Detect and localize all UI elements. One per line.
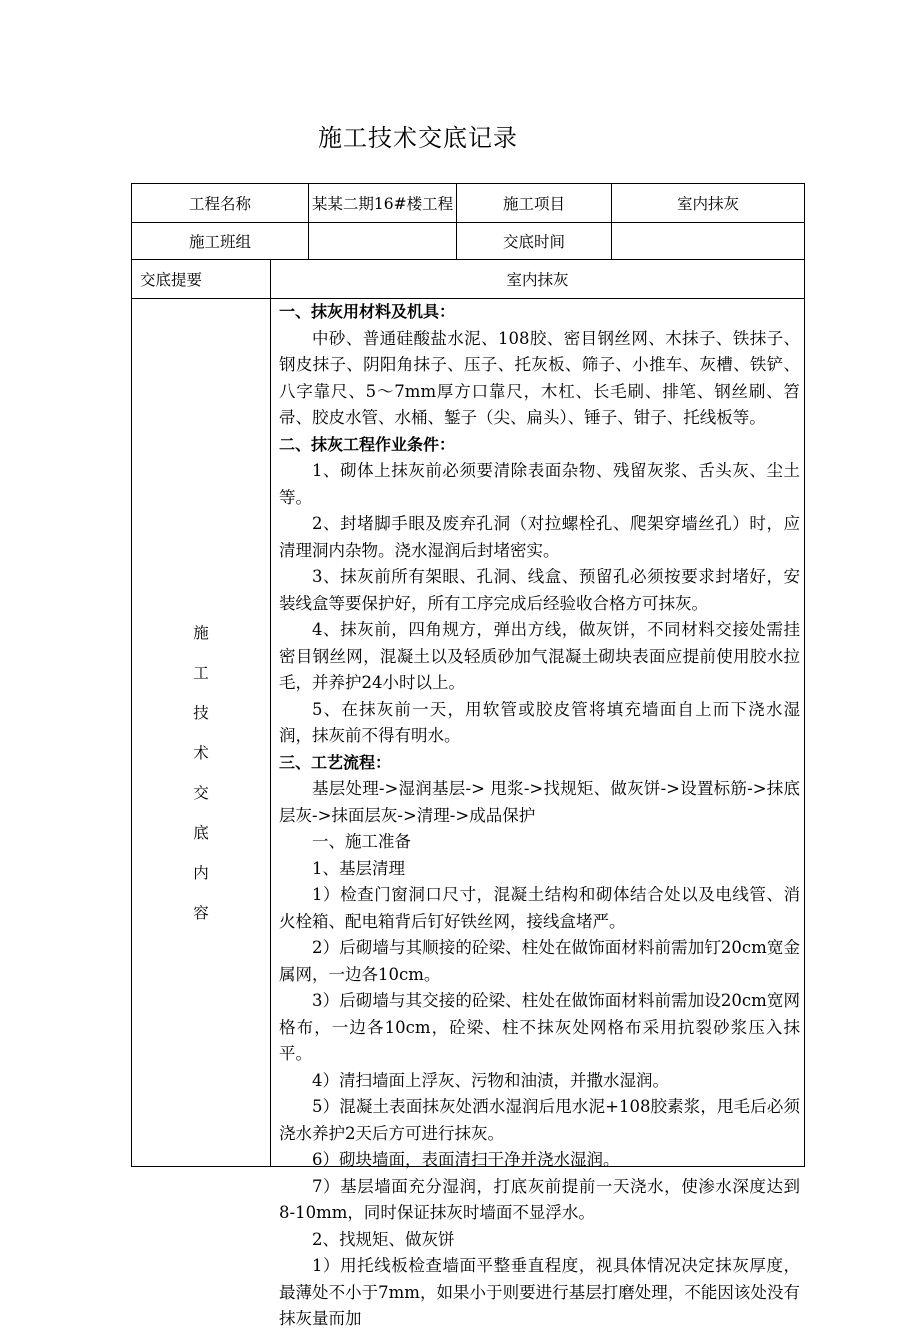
side-label-char: 内 xyxy=(193,863,209,882)
content-paragraph: 2、找规矩、做灰饼 xyxy=(312,1229,455,1249)
handover-record-table xyxy=(131,183,805,1328)
table-row xyxy=(132,223,805,260)
page-title: 施工技术交底记录 xyxy=(318,124,518,152)
side-label-char: 工 xyxy=(193,663,209,682)
content-paragraph: 基层处理->湿润基层-> 甩浆->找规矩、做灰饼->设置标筋->抹底层灰->抹面层灰->清理->成品保护 xyxy=(279,779,801,825)
construction-item-label: 施工项目 xyxy=(457,184,612,223)
content-paragraph: 1、砌体上抹灰前必须要清除表面杂物、残留灰浆、舌头灰、尘土等。 xyxy=(279,461,801,507)
side-label-cell xyxy=(132,299,271,1167)
content-paragraph: 3、抹灰前所有架眼、孔洞、线盒、预留孔必须按要求封堵好，安装线盒等要保护好，所有工序完成后经验收合格方可抹灰。 xyxy=(279,567,801,613)
table-row xyxy=(132,184,805,223)
team-value xyxy=(309,223,457,260)
content-paragraph: 5）混凝土表面抹灰处洒水湿润后甩水泥+108胶素浆，甩毛后必须浇水养护2天后方可进行抹灰。 xyxy=(279,1097,801,1143)
content-paragraph: 6）砌块墙面，表面清扫干净并浇水湿润。 xyxy=(312,1150,620,1169)
section-heading: 一、抹灰用材料及机具： xyxy=(279,302,456,321)
content-paragraph: 4、抹灰前，四角规方，弹出方线，做灰饼，不同材料交接处需挂密目钢丝网，混凝土以及轻质砂加气混凝土砌块表面应提前使用胶水拉毛，并养护24小时以上。 xyxy=(279,620,801,692)
content-paragraph: 2、封堵脚手眼及废弃孔洞（对拉螺栓孔、爬架穿墙丝孔）时，应清理洞内杂物。浇水湿润后封堵密实。 xyxy=(279,514,801,560)
content-paragraph: 4）清扫墙面上浮灰、污物和油渍，并撒水湿润。 xyxy=(312,1070,669,1090)
content-paragraph: 5、在抹灰前一天，用软管或胶皮管将填充墙面自上而下浇水湿润，抹灰前不得有明水。 xyxy=(279,699,801,745)
side-label xyxy=(191,613,211,933)
content-cell xyxy=(271,299,805,1328)
side-label-char: 术 xyxy=(193,743,209,762)
team-label: 施工班组 xyxy=(132,223,309,260)
content-paragraph: 3）后砌墙与其交接的砼梁、柱处在做饰面材料前需加设20cm宽网格布，一边各10cm，砼梁、柱不抹灰处网格布采用抗裂砂浆压入抹平。 xyxy=(279,991,801,1063)
side-label-char: 底 xyxy=(193,823,209,842)
side-label-char: 交 xyxy=(193,783,209,802)
handover-time-label: 交底时间 xyxy=(457,223,612,260)
section-heading: 二、抹灰工程作业条件： xyxy=(279,434,456,454)
content-paragraph: 1）用托线板检查墙面平整垂直程度，视具体情况决定抹灰厚度，最薄处不小于7mm，如果小于则要进行基层打磨处理，不能因该处没有抹灰量而加 xyxy=(279,1256,801,1328)
table-row xyxy=(132,299,805,1167)
content-paragraph: 2）后砌墙与其顺接的砼梁、柱处在做饰面材料前需加钉20cm宽金属网，一边各10cm。 xyxy=(279,938,801,984)
construction-item-value: 室内抹灰 xyxy=(612,184,805,223)
project-name-value: 某某二期16#楼工程 xyxy=(309,184,457,223)
project-name-label: 工程名称 xyxy=(132,184,309,223)
summary-label: 交底提要 xyxy=(132,260,271,299)
content-paragraph: 1、基层清理 xyxy=(312,858,405,878)
handover-time-value xyxy=(612,223,805,260)
content-paragraph: 中砂、普通硅酸盐水泥、108胶、密目钢丝网、木抹子、铁抹子、钢皮抹子、阴阳角抹子、压子、托灰板、筛子、小推车、灰槽、铁铲、八字靠尺、5～7mm厚方口靠尺，木杠、长毛刷、排笔、钢丝刷、笤帚、胶皮水管、水桶、錾子（尖、扁头）、锤子、钳子、托线板等。 xyxy=(279,328,801,427)
table-row xyxy=(132,260,805,299)
side-label-char: 技 xyxy=(193,703,209,722)
content-body xyxy=(279,299,801,1328)
content-paragraph: 1）检查门窗洞口尺寸，混凝土结构和砌体结合处以及电线管、消火栓箱、配电箱背后钉好铁丝网，接线盒堵严。 xyxy=(279,885,801,931)
content-paragraph: 7）基层墙面充分湿润，打底灰前提前一天浇水，使渗水深度达到8-10mm，同时保证抹灰时墙面不显浮水。 xyxy=(279,1176,801,1222)
side-label-char: 施 xyxy=(193,623,209,642)
summary-value: 室内抹灰 xyxy=(271,260,805,299)
section-heading: 三、工艺流程： xyxy=(279,752,392,772)
side-label-char: 容 xyxy=(193,903,209,922)
content-paragraph: 一、施工准备 xyxy=(312,832,411,851)
